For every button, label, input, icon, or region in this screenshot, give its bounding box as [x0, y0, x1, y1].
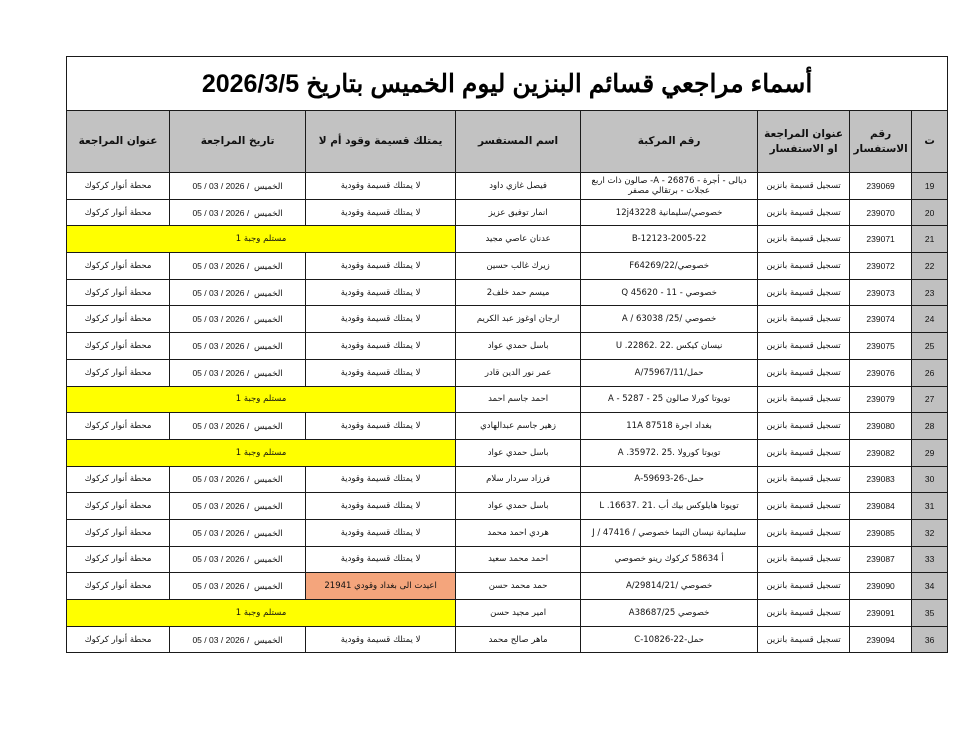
vehicle-plate: ديالى - أجرة - 26876 - A- صالون ذات اربع عجلات - برتقالي مصفر: [581, 173, 758, 200]
table-row: [67, 573, 948, 600]
col-header-vehicle-plate: رقم المركبة: [581, 111, 758, 173]
table-row: [67, 466, 948, 493]
inquiry-number: 239083: [850, 466, 912, 493]
col-header-review-location: عنوان المراجعة: [67, 111, 170, 173]
table-row: [67, 253, 948, 280]
inquirer-name: ميسم حمد خلف2: [456, 279, 581, 306]
table-row: [67, 199, 948, 226]
review-weekday: الخميس: [253, 314, 283, 325]
review-weekday: الخميس: [253, 260, 283, 271]
inquirer-name: عمر نور الدين قادر: [456, 359, 581, 386]
inquiry-number: 239079: [850, 386, 912, 413]
review-date-value: 2026 / 03 / 05: [192, 501, 245, 512]
coupon-status: لا يمتلك قسيمة وقودية: [306, 253, 456, 280]
inquirer-name: عدنان عاصي مجيد: [456, 226, 581, 253]
inquiry-subject: تسجيل قسيمة بانزين: [758, 253, 850, 280]
table-row-received: [67, 439, 948, 466]
review-location: محطة أنوار كركوك: [67, 413, 170, 440]
inquiry-number: 239072: [850, 253, 912, 280]
vehicle-plate: حمل/75967/11/A: [581, 359, 758, 386]
vehicle-plate: خصوصي/سليمانية 12j43228: [581, 199, 758, 226]
row-index: 25: [912, 333, 948, 360]
row-index: 35: [912, 600, 948, 627]
inquiry-subject: تسجيل قسيمة بانزين: [758, 626, 850, 653]
review-date: الخميس / 2026 / 03 / 05: [170, 173, 306, 200]
review-date: الخميس / 2026 / 03 / 05: [170, 519, 306, 546]
row-index: 36: [912, 626, 948, 653]
review-date: الخميس / 2026 / 03 / 05: [170, 493, 306, 520]
review-weekday: الخميس: [253, 501, 283, 512]
inquirer-name: احمد جاسم احمد: [456, 386, 581, 413]
coupon-status: لا يمتلك قسيمة وقودية: [306, 359, 456, 386]
inquiry-number: 239070: [850, 199, 912, 226]
col-header-inquiry-subject: عنوان المراجعة او الاستفسار: [758, 111, 850, 173]
inquiry-number: 239082: [850, 439, 912, 466]
table-header-row: [67, 111, 948, 173]
review-weekday: الخميس: [253, 634, 283, 645]
inquiry-subject: تسجيل قسيمة بانزين: [758, 226, 850, 253]
review-location: محطة أنوار كركوك: [67, 173, 170, 200]
review-location: محطة أنوار كركوك: [67, 573, 170, 600]
table-row: [67, 173, 948, 200]
received-batch-note: مستلم وجبة 1: [67, 226, 456, 253]
coupon-status: لا يمتلك قسيمة وقودية: [306, 466, 456, 493]
col-header-review-date: تاريخ المراجعة: [170, 111, 306, 173]
inquirer-name: حمد محمد حسن: [456, 573, 581, 600]
table-row: [67, 306, 948, 333]
vehicle-plate: سليمانية نيسان التيما خصوصي / J / 47416: [581, 519, 758, 546]
review-weekday: الخميس: [253, 367, 283, 378]
row-index: 33: [912, 546, 948, 573]
inquiry-subject: تسجيل قسيمة بانزين: [758, 573, 850, 600]
received-batch-note: مستلم وجبة 1: [67, 600, 456, 627]
inquirer-name: هردي احمد محمد: [456, 519, 581, 546]
inquiry-subject: تسجيل قسيمة بانزين: [758, 173, 850, 200]
review-date: الخميس / 2026 / 03 / 05: [170, 546, 306, 573]
review-weekday: الخميس: [253, 287, 283, 298]
review-weekday: الخميس: [253, 527, 283, 538]
review-date: الخميس / 2026 / 03 / 05: [170, 279, 306, 306]
table-row: [67, 493, 948, 520]
review-weekday: الخميس: [253, 207, 283, 218]
inquiry-number: 239090: [850, 573, 912, 600]
review-location: محطة أنوار كركوك: [67, 306, 170, 333]
inquiry-number: 239076: [850, 359, 912, 386]
coupon-review-table: [66, 56, 948, 653]
review-date-value: 2026 / 03 / 05: [192, 287, 245, 298]
inquiry-number: 239087: [850, 546, 912, 573]
inquiry-subject: تسجيل قسيمة بانزين: [758, 439, 850, 466]
row-index: 27: [912, 386, 948, 413]
inquiry-number: 239084: [850, 493, 912, 520]
vehicle-plate: خصوصي A38687/25: [581, 600, 758, 627]
table-row: [67, 546, 948, 573]
inquiry-number: 239091: [850, 600, 912, 627]
received-batch-note: مستلم وجبة 1: [67, 386, 456, 413]
inquiry-number: 239075: [850, 333, 912, 360]
row-index: 20: [912, 199, 948, 226]
table-row: [67, 519, 948, 546]
review-weekday: الخميس: [253, 340, 283, 351]
table-row: [67, 359, 948, 386]
inquiry-subject: تسجيل قسيمة بانزين: [758, 199, 850, 226]
table-row: [67, 333, 948, 360]
review-date-value: 2026 / 03 / 05: [192, 421, 245, 432]
inquirer-name: باسل حمدي عواد: [456, 493, 581, 520]
coupon-status: لا يمتلك قسيمة وقودية: [306, 306, 456, 333]
coupon-status: لا يمتلك قسيمة وقودية: [306, 173, 456, 200]
review-date: الخميس / 2026 / 03 / 05: [170, 306, 306, 333]
inquirer-name: باسل حمدي عواد: [456, 439, 581, 466]
table-body: [67, 173, 948, 653]
inquirer-name: فيصل غازي داود: [456, 173, 581, 200]
coupon-status: لا يمتلك قسيمة وقودية: [306, 333, 456, 360]
inquiry-subject: تسجيل قسيمة بانزين: [758, 386, 850, 413]
inquirer-name: زيرك غالب حسين: [456, 253, 581, 280]
review-date-value: 2026 / 03 / 05: [192, 554, 245, 565]
review-weekday: الخميس: [253, 581, 283, 592]
review-date-value: 2026 / 03 / 05: [192, 340, 245, 351]
vehicle-plate: أ 58634 كركوك رينو خصوصي: [581, 546, 758, 573]
document-sheet: [66, 56, 947, 653]
row-index: 23: [912, 279, 948, 306]
received-batch-note: مستلم وجبة 1: [67, 439, 456, 466]
inquiry-number: 239094: [850, 626, 912, 653]
vehicle-plate: حمل-26-59693-A: [581, 466, 758, 493]
review-date: الخميس / 2026 / 03 / 05: [170, 413, 306, 440]
review-date-value: 2026 / 03 / 05: [192, 367, 245, 378]
row-index: 24: [912, 306, 948, 333]
col-header-index: ت: [912, 111, 948, 173]
review-date-value: 2026 / 03 / 05: [192, 180, 245, 191]
inquiry-subject: تسجيل قسيمة بانزين: [758, 466, 850, 493]
inquiry-subject: تسجيل قسيمة بانزين: [758, 333, 850, 360]
inquirer-name: ماهر صالح محمد: [456, 626, 581, 653]
review-date: الخميس / 2026 / 03 / 05: [170, 626, 306, 653]
vehicle-plate: حمل-22-C-10826: [581, 626, 758, 653]
inquiry-number: 239080: [850, 413, 912, 440]
inquirer-name: ارجان اوغوز عبد الكريم: [456, 306, 581, 333]
inquirer-name: باسل حمدي عواد: [456, 333, 581, 360]
vehicle-plate: تويوتا كورولا .25 .A .35972: [581, 439, 758, 466]
review-date-value: 2026 / 03 / 05: [192, 474, 245, 485]
inquiry-subject: تسجيل قسيمة بانزين: [758, 493, 850, 520]
review-date: الخميس / 2026 / 03 / 05: [170, 466, 306, 493]
col-header-inquiry-number: رقم الاستفسار: [850, 111, 912, 173]
row-index: 19: [912, 173, 948, 200]
review-weekday: الخميس: [253, 180, 283, 191]
vehicle-plate: 2005-22-B-12123: [581, 226, 758, 253]
inquirer-name: احمد محمد سعيد: [456, 546, 581, 573]
row-index: 22: [912, 253, 948, 280]
review-date-value: 2026 / 03 / 05: [192, 260, 245, 271]
review-weekday: الخميس: [253, 474, 283, 485]
coupon-status: لا يمتلك قسيمة وقودية: [306, 199, 456, 226]
table-row-received: [67, 226, 948, 253]
inquiry-subject: تسجيل قسيمة بانزين: [758, 600, 850, 627]
review-date: الخميس / 2026 / 03 / 05: [170, 333, 306, 360]
vehicle-plate: خصوصي/F64269/22: [581, 253, 758, 280]
review-location: محطة أنوار كركوك: [67, 359, 170, 386]
review-date: الخميس / 2026 / 03 / 05: [170, 199, 306, 226]
review-location: محطة أنوار كركوك: [67, 546, 170, 573]
review-date-value: 2026 / 03 / 05: [192, 581, 245, 592]
table-row: [67, 626, 948, 653]
table-row: [67, 279, 948, 306]
row-index: 26: [912, 359, 948, 386]
review-date-value: 2026 / 03 / 05: [192, 207, 245, 218]
review-location: محطة أنوار كركوك: [67, 333, 170, 360]
inquiry-number: 239069: [850, 173, 912, 200]
review-location: محطة أنوار كركوك: [67, 466, 170, 493]
inquiry-subject: تسجيل قسيمة بانزين: [758, 546, 850, 573]
coupon-status-returned: اعيدت الى بغداد وقودي 21941: [306, 573, 456, 600]
inquirer-name: زهير جاسم عبدالهادي: [456, 413, 581, 440]
row-index: 32: [912, 519, 948, 546]
row-index: 21: [912, 226, 948, 253]
coupon-status: لا يمتلك قسيمة وقودية: [306, 279, 456, 306]
table-row-received: [67, 386, 948, 413]
review-date: الخميس / 2026 / 03 / 05: [170, 359, 306, 386]
col-header-inquirer-name: اسم المستفسر: [456, 111, 581, 173]
coupon-status: لا يمتلك قسيمة وقودية: [306, 493, 456, 520]
review-weekday: الخميس: [253, 421, 283, 432]
coupon-status: لا يمتلك قسيمة وقودية: [306, 519, 456, 546]
row-index: 28: [912, 413, 948, 440]
inquiry-number: 239085: [850, 519, 912, 546]
col-header-has-coupon: يمتلك قسيمة وقود أم لا: [306, 111, 456, 173]
inquiry-subject: تسجيل قسيمة بانزين: [758, 279, 850, 306]
row-index: 31: [912, 493, 948, 520]
review-weekday: الخميس: [253, 554, 283, 565]
review-location: محطة أنوار كركوك: [67, 493, 170, 520]
inquiry-number: 239071: [850, 226, 912, 253]
review-date-value: 2026 / 03 / 05: [192, 527, 245, 538]
review-location: محطة أنوار كركوك: [67, 626, 170, 653]
review-date-value: 2026 / 03 / 05: [192, 314, 245, 325]
table-row-received: [67, 600, 948, 627]
vehicle-plate: تويوتا كورلا صالون 25 - A - 5287: [581, 386, 758, 413]
row-index: 30: [912, 466, 948, 493]
review-date: الخميس / 2026 / 03 / 05: [170, 573, 306, 600]
vehicle-plate: خصوصي - 11 - Q 45620: [581, 279, 758, 306]
coupon-status: لا يمتلك قسيمة وقودية: [306, 546, 456, 573]
inquiry-subject: تسجيل قسيمة بانزين: [758, 519, 850, 546]
inquirer-name: فرزاد سردار سلام: [456, 466, 581, 493]
vehicle-plate: بغداد اجرة 87518 11A: [581, 413, 758, 440]
review-location: محطة أنوار كركوك: [67, 253, 170, 280]
review-location: محطة أنوار كركوك: [67, 279, 170, 306]
inquiry-number: 239074: [850, 306, 912, 333]
page-title: أسماء مراجعي قسائم البنزين ليوم الخميس بتاريخ 2026/3/5: [67, 57, 948, 111]
inquiry-number: 239073: [850, 279, 912, 306]
vehicle-plate: خصوصي /A/29814/21: [581, 573, 758, 600]
row-index: 29: [912, 439, 948, 466]
review-date: الخميس / 2026 / 03 / 05: [170, 253, 306, 280]
table-row: [67, 413, 948, 440]
vehicle-plate: تويوتا هايلوكس بيك أب .21 .L .16637: [581, 493, 758, 520]
inquirer-name: امير مجيد حسن: [456, 600, 581, 627]
coupon-status: لا يمتلك قسيمة وقودية: [306, 413, 456, 440]
inquirer-name: انمار توفيق عزيز: [456, 199, 581, 226]
review-location: محطة أنوار كركوك: [67, 199, 170, 226]
review-location: محطة أنوار كركوك: [67, 519, 170, 546]
inquiry-subject: تسجيل قسيمة بانزين: [758, 306, 850, 333]
inquiry-subject: تسجيل قسيمة بانزين: [758, 413, 850, 440]
inquiry-subject: تسجيل قسيمة بانزين: [758, 359, 850, 386]
vehicle-plate: نيسان كيكس .22 .U .22862: [581, 333, 758, 360]
coupon-status: لا يمتلك قسيمة وقودية: [306, 626, 456, 653]
review-date-value: 2026 / 03 / 05: [192, 634, 245, 645]
row-index: 34: [912, 573, 948, 600]
vehicle-plate: خصوصي /25/ A / 63038: [581, 306, 758, 333]
